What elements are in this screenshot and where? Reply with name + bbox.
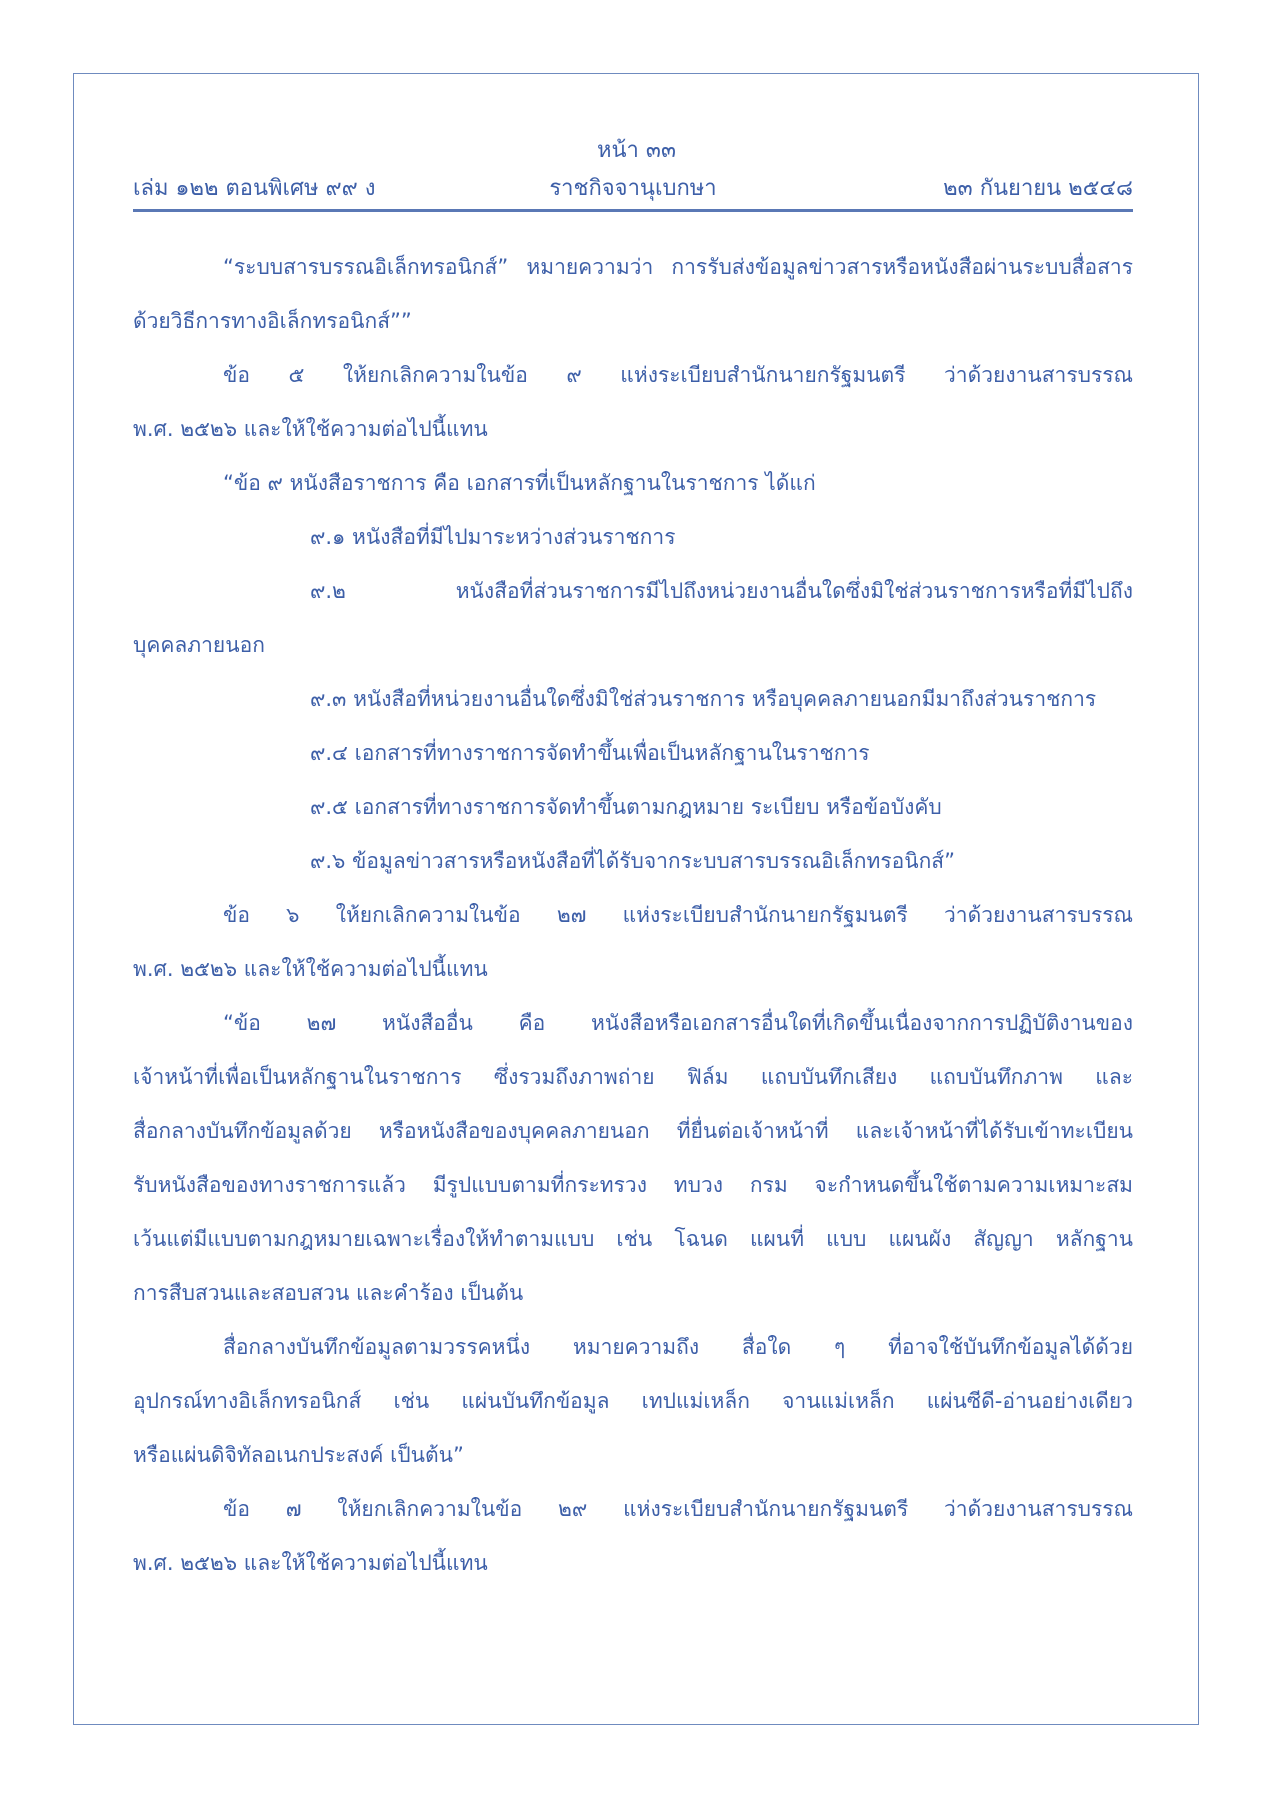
clause-5-line: พ.ศ. ๒๕๒๖ และให้ใช้ความต่อไปนี้แทน — [133, 417, 488, 441]
clause-27-line: การสืบสวนและสอบสวน และคำร้อง เป็นต้น — [133, 1281, 524, 1305]
list-item: ๙.๔ เอกสารที่ทางราชการจัดทำขึ้นเพื่อเป็นหลักฐานในราชการ — [310, 741, 870, 765]
clause-27-line: รับหนังสือของทางราชการแล้ว มีรูปแบบตามที่กระทรวง ทบวง กรม จะกำหนดขึ้นใช้ตามความเหมาะสม — [133, 1173, 1133, 1197]
clause-27-line: เจ้าหน้าที่เพื่อเป็นหลักฐานในราชการ ซึ่งรวมถึงภาพถ่าย ฟิล์ม แถบบันทึกเสียง แถบบันทึกภาพ และ — [133, 1065, 1133, 1089]
clause-7-line: พ.ศ. ๒๕๒๖ และให้ใช้ความต่อไปนี้แทน — [133, 1551, 488, 1575]
clause-6-line: พ.ศ. ๒๕๒๖ และให้ใช้ความต่อไปนี้แทน — [133, 957, 488, 981]
paragraph-line: ด้วยวิธีการทางอิเล็กทรอนิกส์”” — [133, 309, 412, 333]
list-item: ๙.๒ หนังสือที่ส่วนราชการมีไปถึงหน่วยงานอื่นใดซึ่งมิใช่ส่วนราชการหรือที่มีไปถึง — [310, 579, 1133, 603]
clause-27-line: เว้นแต่มีแบบตามกฎหมายเฉพาะเรื่องให้ทำตามแบบ เช่น โฉนด แผนที่ แบบ แผนผัง สัญญา หลักฐาน — [133, 1227, 1133, 1251]
document-body — [133, 240, 1133, 1590]
list-item: ๙.๑ หนังสือที่มีไปมาระหว่างส่วนราชการ — [310, 525, 676, 549]
header-rule — [133, 209, 1133, 212]
publication-title: ราชกิจจานุเบกษา — [549, 176, 717, 201]
paragraph-line: “ระบบสารบรรณอิเล็กทรอนิกส์” หมายความว่า การรับส่งข้อมูลข่าวสารหรือหนังสือผ่านระบบสื่อสาร — [223, 255, 1133, 279]
clause-5-line: ข้อ ๕ ให้ยกเลิกความในข้อ ๙ แห่งระเบียบสำนักนายกรัฐมนตรี ว่าด้วยงานสารบรรณ — [223, 363, 1133, 387]
clause-6-line: ข้อ ๖ ให้ยกเลิกความในข้อ ๒๗ แห่งระเบียบสำนักนายกรัฐมนตรี ว่าด้วยงานสารบรรณ — [223, 903, 1133, 927]
clause-9-heading: “ข้อ ๙ หนังสือราชการ คือ เอกสารที่เป็นหลักฐานในราชการ ได้แก่ — [223, 471, 816, 495]
list-item: ๙.๕ เอกสารที่ทางราชการจัดทำขึ้นตามกฎหมาย ระเบียบ หรือข้อบังคับ — [310, 795, 942, 819]
list-item: ๙.๓ หนังสือที่หน่วยงานอื่นใดซึ่งมิใช่ส่วนราชการ หรือบุคคลภายนอกมีมาถึงส่วนราชการ — [310, 687, 1097, 711]
clause-7-line: ข้อ ๗ ให้ยกเลิกความในข้อ ๒๙ แห่งระเบียบสำนักนายกรัฐมนตรี ว่าด้วยงานสารบรรณ — [223, 1497, 1133, 1521]
media-definition-line: สื่อกลางบันทึกข้อมูลตามวรรคหนึ่ง หมายความถึง สื่อใด ๆ ที่อาจใช้บันทึกข้อมูลได้ด้วย — [223, 1335, 1133, 1359]
media-definition-line: อุปกรณ์ทางอิเล็กทรอนิกส์ เช่น แผ่นบันทึกข้อมูล เทปแม่เหล็ก จานแม่เหล็ก แผ่นซีดี-อ่านอย่างเดียว — [133, 1389, 1133, 1413]
publication-date: ๒๓ กันยายน ๒๕๔๘ — [943, 176, 1133, 201]
clause-27-line: “ข้อ ๒๗ หนังสืออื่น คือ หนังสือหรือเอกสารอื่นใดที่เกิดขึ้นเนื่องจากการปฏิบัติงานของ — [223, 1011, 1133, 1035]
gazette-header — [133, 170, 1133, 204]
clause-27-line: สื่อกลางบันทึกข้อมูลด้วย หรือหนังสือของบุคคลภายนอก ที่ยื่นต่อเจ้าหน้าที่ และเจ้าหน้าที่ได้รับเข้าทะเบียน — [133, 1119, 1133, 1143]
volume-issue: เล่ม ๑๒๒ ตอนพิเศษ ๙๙ ง — [133, 176, 376, 201]
list-item: ๙.๖ ข้อมูลข่าวสารหรือหนังสือที่ได้รับจากระบบสารบรรณอิเล็กทรอนิกส์” — [310, 849, 956, 873]
list-item-continuation: บุคคลภายนอก — [133, 633, 265, 657]
page-number: หน้า ๓๓ — [597, 138, 676, 163]
media-definition-line: หรือแผ่นดิจิทัลอเนกประสงค์ เป็นต้น” — [133, 1443, 464, 1467]
